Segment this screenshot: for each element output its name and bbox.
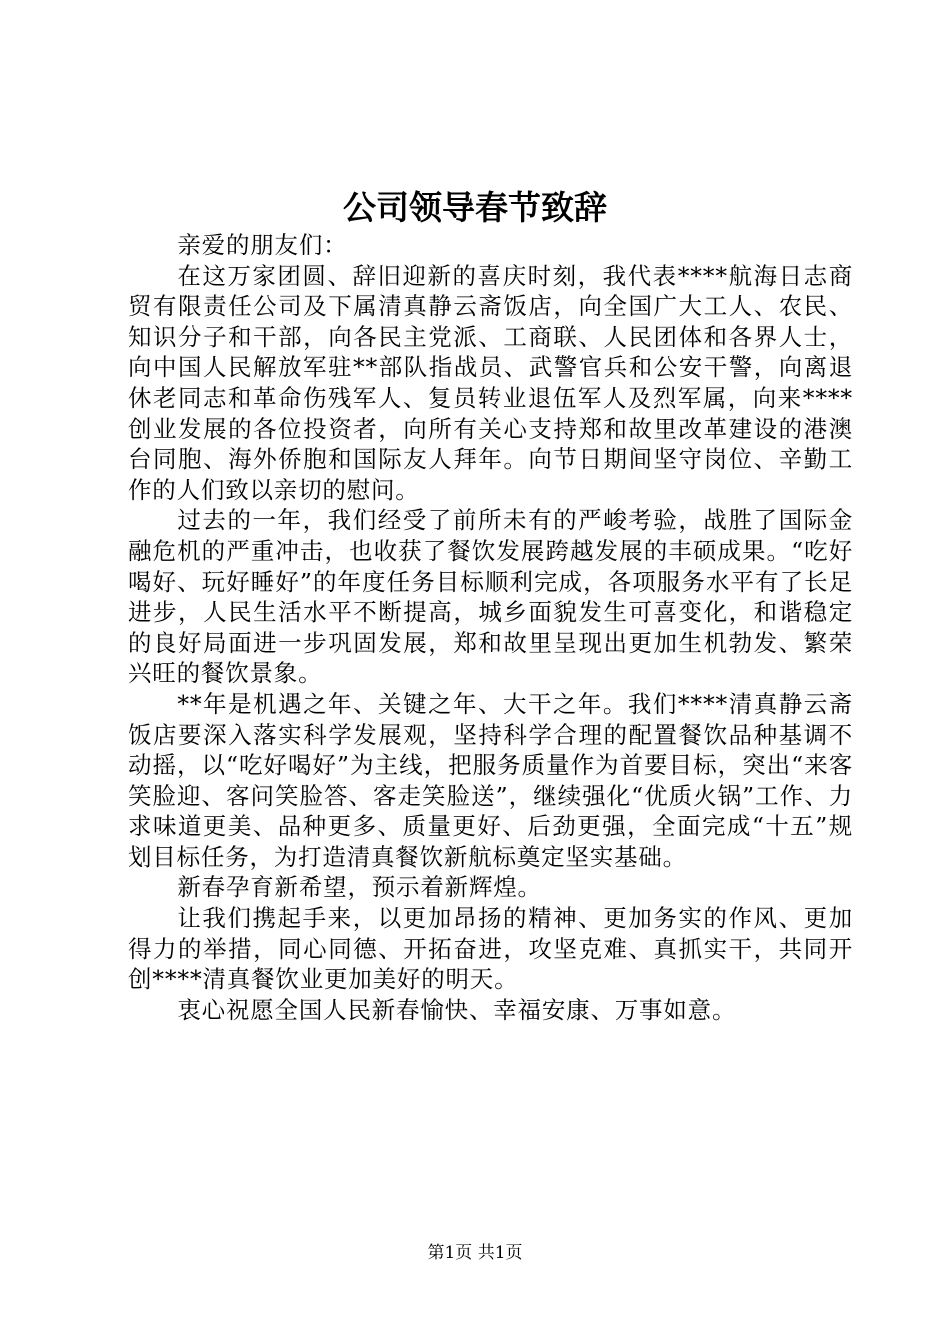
body-paragraph: **年是机遇之年、关键之年、大干之年。我们****清真静云斋饭店要深入落实科学发展观，坚持科学合理的配置餐饮品种基调不动摇，以“吃好喝好”为主线，把服务质量作为首要目标，突出“来客笑脸迎、客问笑脸答、客走笑脸送”，继续强化“优质火锅”工作、力求味道更美、品种更多、质量更好、后劲更强，全面完成“十五”规划目标任务，为打造清真餐饮新航标奠定坚实基础。 — [128, 689, 853, 871]
body-paragraph: 新春孕育新希望，预示着新辉煌。 — [177, 873, 542, 902]
salutation-paragraph: 亲爱的朋友们： — [177, 231, 348, 259]
page-number-footer: 第1页 共1页 — [427, 1243, 523, 1263]
body-paragraph: 过去的一年，我们经受了前所未有的严峻考验，战胜了国际金融危机的严重冲击，也收获了餐饮发展跨越发展的丰硕成果。“吃好喝好、玩好睡好”的年度任务目标顺利完成，各项服务水平有了长足进步，人民生活水平不断提高，城乡面貌发生可喜变化，和谐稳定的良好局面进一步巩固发展，郑和故里呈现出更加生机勃发、繁荣兴旺的餐饮景象。 — [128, 506, 853, 688]
closing-paragraph: 衷心祝愿全国人民新春愉快、幸福安康、万事如意。 — [177, 995, 737, 1024]
body-paragraph: 在这万家团圆、辞旧迎新的喜庆时刻，我代表****航海日志商贸有限责任公司及下属清真静云斋饭店，向全国广大工人、农民、知识分子和干部，向各民主党派、工商联、人民团体和各界人士，向中国人民解放军驻**部队指战员、武警官兵和公安干警，向离退休老同志和革命伤残军人、复员转业退伍军人及烈军属，向来****创业发展的各位投资者，向所有关心支持郑和故里改革建设的港澳台同胞、海外侨胞和国际友人拜年。向节日期间坚守岗位、辛勤工作的人们致以亲切的慰问。 — [128, 261, 853, 504]
document-body — [128, 230, 853, 1025]
page-title: 公司领导春节致辞 — [343, 188, 607, 227]
body-paragraph: 让我们携起手来，以更加昂扬的精神、更加务实的作风、更加得力的举措，同心同德、开拓奋进，攻坚克难、真抓实干，共同开创****清真餐饮业更加美好的明天。 — [128, 904, 853, 994]
